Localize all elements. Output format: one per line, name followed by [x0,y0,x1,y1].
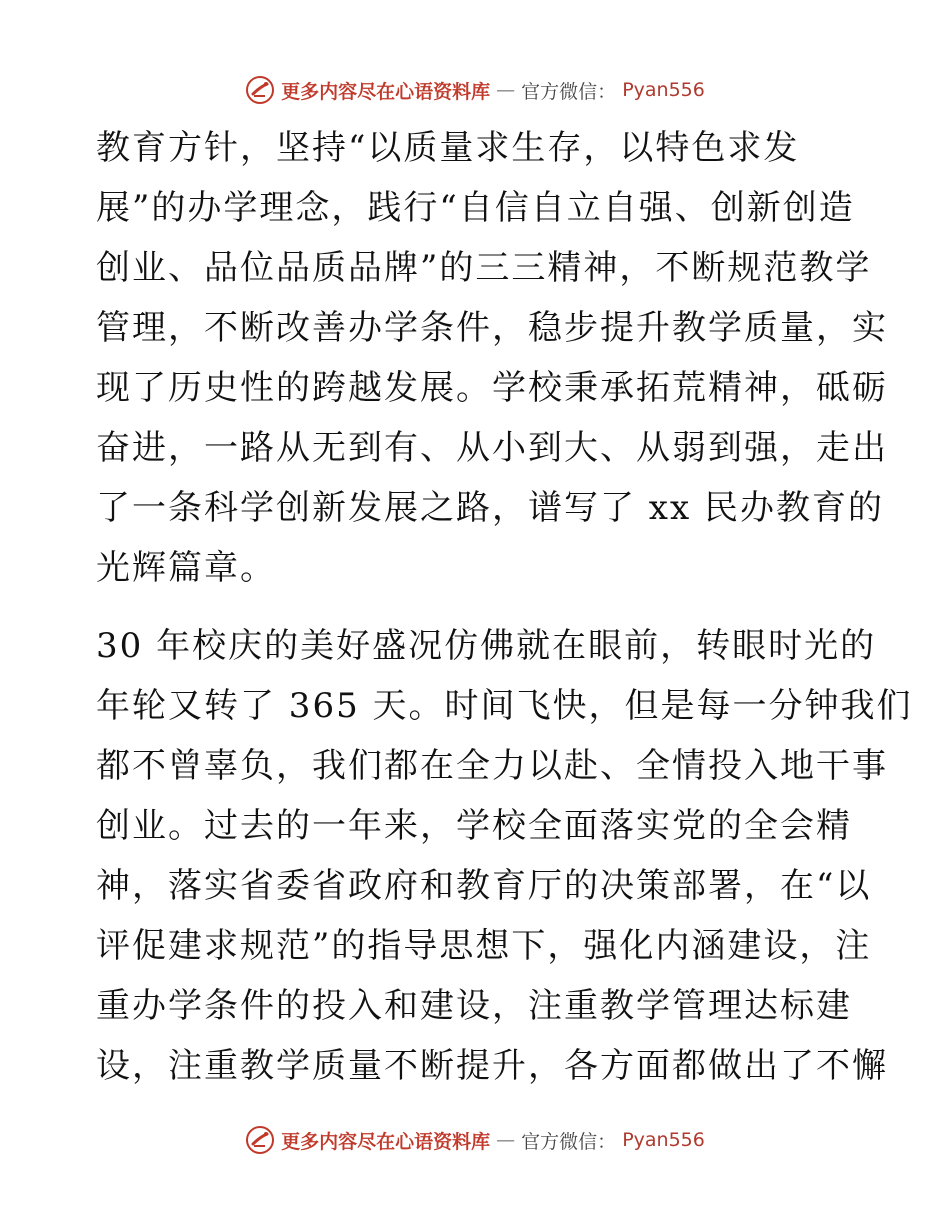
text-line: 30 年校庆的美好盛况仿佛就在眼前，转眼时光的 [96,626,877,666]
header-dash: — [496,79,516,101]
text-line: 都不曾辜负，我们都在全力以赴、全情投入地干事 [96,746,888,786]
text-line: 管理，不断改善办学条件，稳步提升教学质量，实 [96,308,888,348]
header-promo-text: 更多内容尽在心语资料库 [281,80,491,103]
text-line: 光辉篇章。 [96,548,276,588]
footer-wechat-label: 官方微信： [521,1130,617,1153]
text-line: 年轮又转了 365 天。时间飞快，但是每一分钟我们 [96,686,913,726]
header-banner [0,70,950,110]
header-wechat-id: Pyan556 [622,79,705,101]
paragraph-2 [96,616,913,1096]
footer-dash: — [496,1129,516,1151]
text-line: 评促建求规范”的指导思想下，强化内涵建设，注 [96,926,872,966]
footer-wechat-id: Pyan556 [622,1129,705,1151]
text-line: 设，注重教学质量不断提升，各方面都做出了不懈 [96,1046,888,1086]
header-wechat-label: 官方微信： [521,80,617,103]
text-line: 奋进，一路从无到有、从小到大、从弱到强，走出 [96,428,888,468]
book-logo-icon [245,1125,275,1155]
footer-promo-text: 更多内容尽在心语资料库 [281,1130,491,1153]
text-line: 重办学条件的投入和建设，注重教学管理达标建 [96,986,852,1026]
text-line: 神，落实省委省政府和教育厅的决策部署，在“以 [96,866,872,906]
text-line: 教育方针，坚持“以质量求生存，以特色求发 [96,128,800,168]
text-line: 现了历史性的跨越发展。学校秉承拓荒精神，砥砺 [96,368,888,408]
book-logo-icon [245,75,275,105]
text-line: 创业。过去的一年来，学校全面落实党的全会精 [96,806,852,846]
text-line: 了一条科学创新发展之路，谱写了 xx 民办教育的 [96,488,884,528]
footer-banner [0,1120,950,1160]
text-line: 创业、品位品质品牌”的三三精神，不断规范教学 [96,248,872,288]
document-body [96,118,913,1096]
paragraph-spacer [96,598,856,616]
text-line: 展”的办学理念，践行“自信自立自强、创新创造 [96,188,855,228]
paragraph-1 [96,118,888,598]
